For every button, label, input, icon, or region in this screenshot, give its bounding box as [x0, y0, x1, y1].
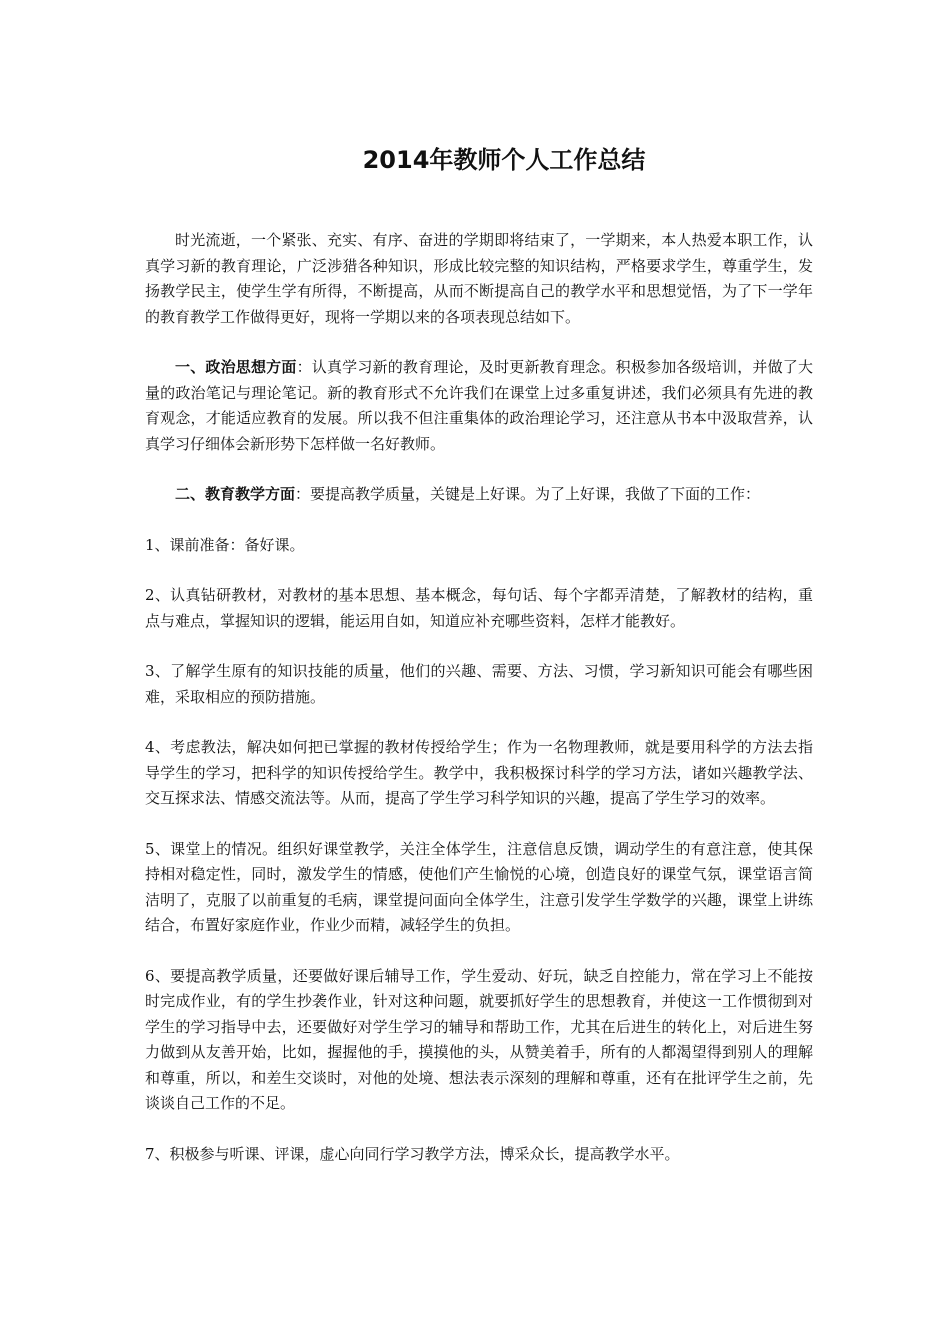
list-item-2: 2、认真钻研教材，对教材的基本思想、基本概念，每句话、每个字都弄清楚，了解教材的结构，重点与难点，掌握知识的逻辑，能运用自如，知道应补充哪些资料，怎样才能教好。 [145, 586, 813, 630]
document-title: 2014年教师个人工作总结 [362, 146, 646, 174]
section-political-paragraph [145, 355, 813, 457]
list-item-5: 5、课堂上的情况。组织好课堂教学，关注全体学生，注意信息反馈，调动学生的有意注意，使其保持相对稳定性，同时，激发学生的情感，使他们产生愉悦的心境，创造良好的课堂气氛，课堂语言简洁明了，克服了以前重复的毛病，课堂提问面向全体学生，注意引发学生学数学的兴趣，课堂上讲练结合，布置好家庭作业，作业少而精，减轻学生的负担。 [145, 839, 813, 934]
section-teaching-heading: 二、教育教学方面 [175, 485, 296, 503]
list-item-1: 1、课前准备：备好课。 [145, 535, 305, 554]
section-political-text: ：认真学习新的教育理论，及时更新教育理念。积极参加各级培训，并做了大量的政治笔记与理论笔记。新的教育形式不允许我们在课堂上过多重复讲述，我们必须具有先进的教育观念，才能适应教育的发展。所以我不但注重集体的政治理论学习，还注意从书本中汲取营养，认真学习仔细体会新形势下怎样做一名好教师。 [145, 358, 813, 453]
intro-paragraph: 时光流逝，一个紧张、充实、有序、奋进的学期即将结束了，一学期来，本人热爱本职工作，认真学习新的教育理论，广泛涉猎各种知识，形成比较完整的知识结构，严格要求学生，尊重学生，发扬教学民主，使学生学有所得，不断提高，从而不断提高自己的教学水平和思想觉悟，为了下一学年的教育教学工作做得更好，现将一学期以来的各项表现总结如下。 [145, 231, 813, 326]
section-teaching-paragraph [145, 482, 813, 508]
list-item-7: 7、积极参与听课、评课，虚心向同行学习教学方法，博采众长，提高教学水平。 [145, 1144, 680, 1163]
list-item-6: 6、要提高教学质量，还要做好课后辅导工作，学生爱动、好玩，缺乏自控能力，常在学习上不能按时完成作业，有的学生抄袭作业，针对这种问题，就要抓好学生的思想教育，并使这一工作惯彻到对学生的学习指导中去，还要做好对学生学习的辅导和帮助工作，尤其在后进生的转化上，对后进生努力做到从友善开始，比如，握握他的手，摸摸他的头，从赞美着手，所有的人都渴望得到别人的理解和尊重，所以，和差生交谈时，对他的处境、想法表示深刻的理解和尊重，还有在批评学生之前，先谈谈自己工作的不足。 [145, 966, 813, 1112]
section-teaching-text: ：要提高教学质量，关键是上好课。为了上好课，我做了下面的工作： [295, 485, 761, 503]
document-body [145, 228, 813, 1192]
section-political-heading: 一、政治思想方面 [175, 358, 297, 376]
list-item-3: 3、了解学生原有的知识技能的质量，他们的兴趣、需要、方法、习惯，学习新知识可能会有哪些困难，采取相应的预防措施。 [145, 662, 813, 706]
list-item-4: 4、考虑教法，解决如何把已掌握的教材传授给学生；作为一名物理教师，就是要用科学的方法去指导学生的学习，把科学的知识传授给学生。教学中，我积极探讨科学的学习方法，诸如兴趣教学法、交互探求法、情感交流法等。从而，提高了学生学习科学知识的兴趣，提高了学生学习的效率。 [145, 738, 813, 807]
